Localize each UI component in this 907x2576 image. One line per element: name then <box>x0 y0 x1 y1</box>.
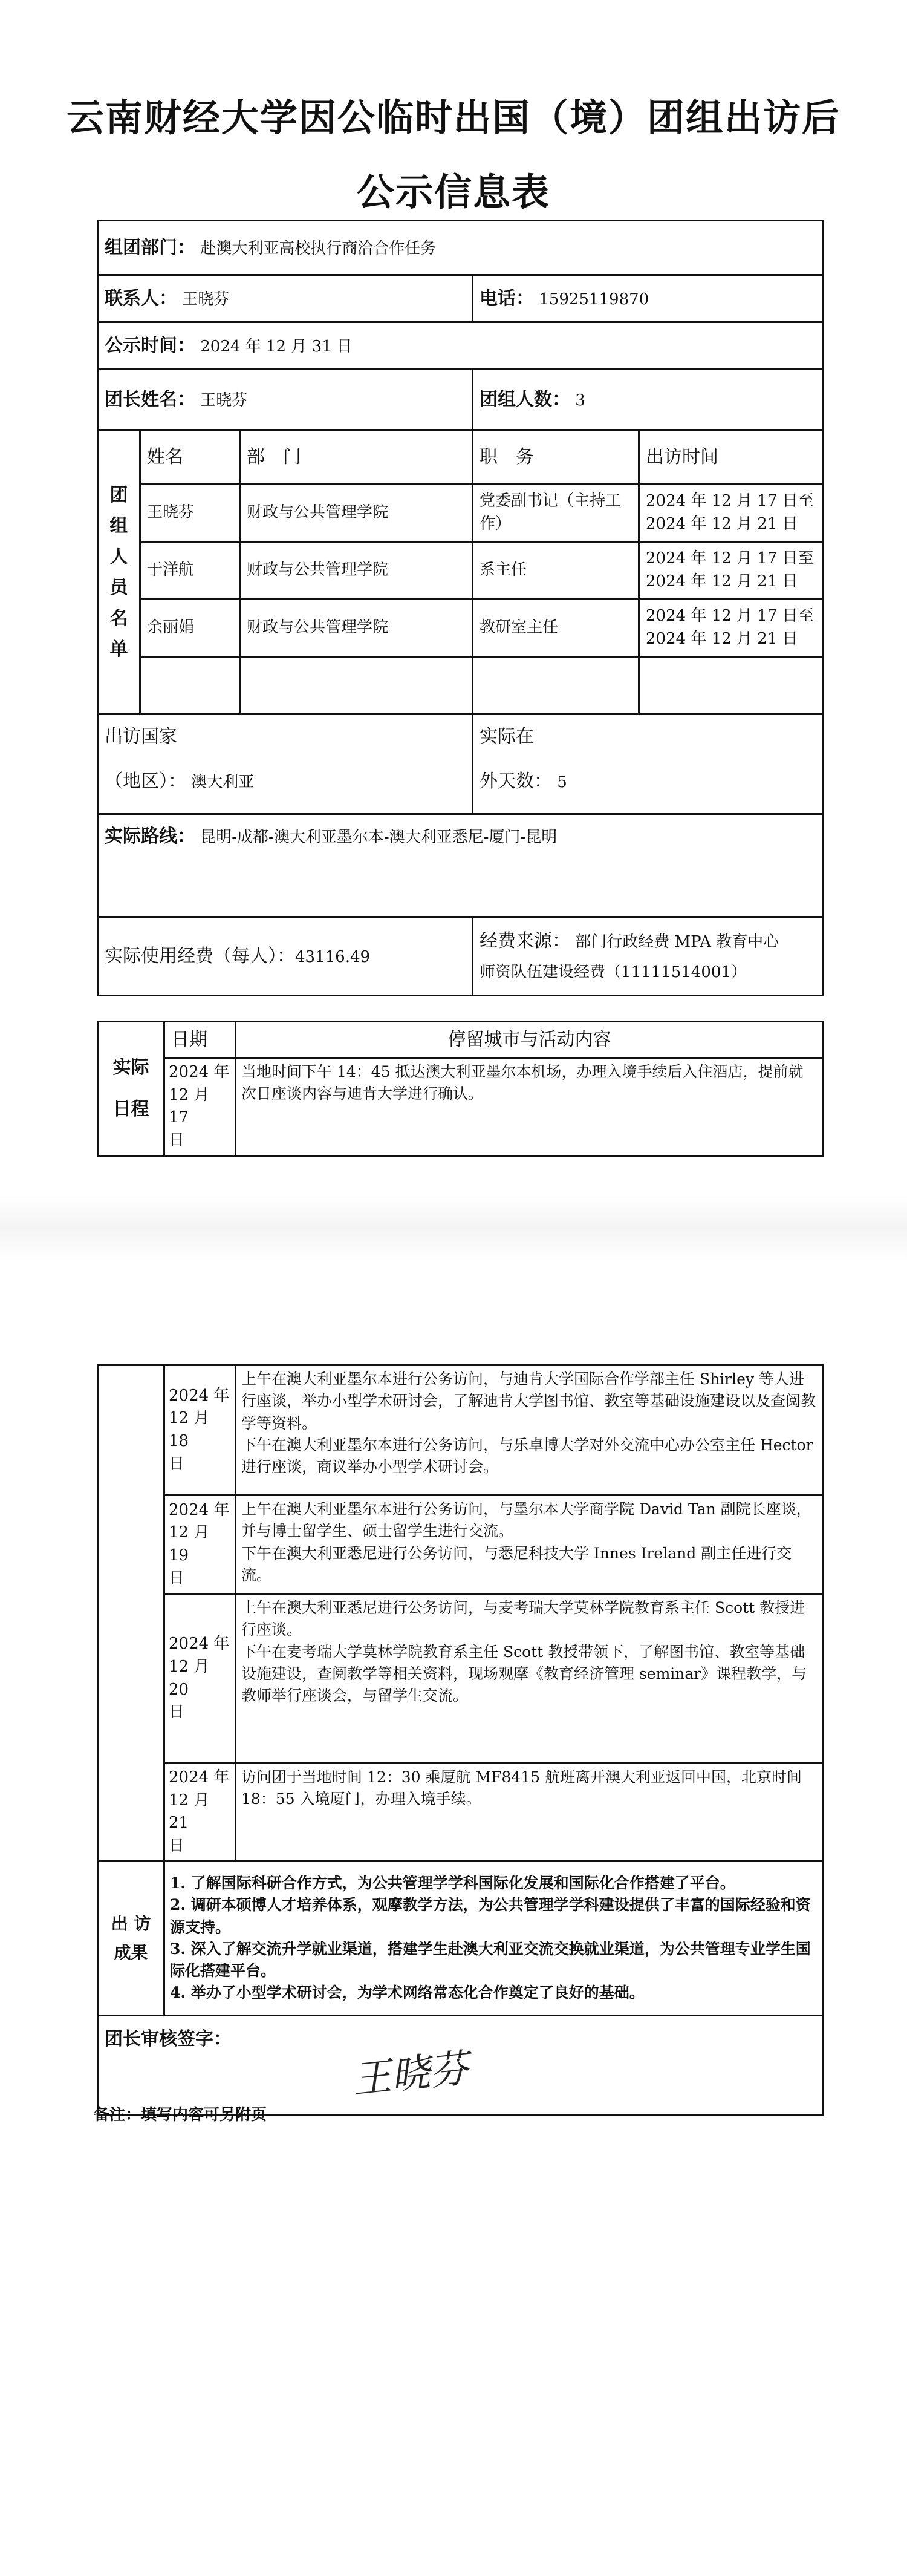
publish-row <box>98 322 824 370</box>
fund-label: 经费来源： <box>480 930 570 952</box>
route-row <box>98 814 824 917</box>
signature-label: 团长审核签字： <box>105 2028 232 2050</box>
leader-value: 王晓芬 <box>200 391 248 410</box>
dept-value: 赴澳大利亚高校执行商洽合作任务 <box>200 239 437 258</box>
page-gap <box>0 1195 907 1261</box>
footnote: 备注：填写内容可另附页 <box>94 2106 267 2124</box>
itinerary-date: 2024 年 12 月 17 日 <box>164 1058 236 1156</box>
signature-row <box>98 2015 824 2115</box>
route-label: 实际路线： <box>105 826 195 847</box>
info-table-page1 <box>97 220 824 996</box>
contact-row <box>98 275 824 322</box>
cost-value: 43116.49 <box>295 947 371 966</box>
country-label: 出访国家 <box>105 726 177 747</box>
member-post: 系主任 <box>473 542 639 600</box>
results-item: 1. 了解国际科研合作方式，为公共管理学学科国际化发展和国际化合作搭建了平台。 <box>170 1874 735 1892</box>
results-item: 4. 举办了小型学术研讨会，为学术网络常态化合作奠定了良好的基础。 <box>170 1984 645 2002</box>
itinerary-activity: 上午在澳大利亚墨尔本进行公务访问，与迪肯大学国际合作学部主任 Shirley 等人进行座谈，举办小型学术研讨会，了解迪肯大学图书馆、教室等基础设施建设以及查阅教学等资料。 下午在澳大利亚墨尔本进行公务访问，与乐卓博大学对外交流中心办公室主任 Hector 进行座谈，商议举办小型学术研讨会。 <box>236 1365 824 1496</box>
col-name-header: 姓名 <box>140 430 240 485</box>
itinerary-activity: 当地时间下午 14：45 抵达澳大利亚墨尔本机场，办理入境手续后入住酒店，提前就次日座谈内容与迪肯大学进行确认。 <box>236 1058 824 1156</box>
page-title-line1: 云南财经大学因公临时出国（境）团组出访后 <box>66 96 840 140</box>
results-side-label: 出 访 成果 <box>98 1861 164 2015</box>
visit-row <box>98 714 824 814</box>
members-header-row <box>98 430 824 485</box>
count-value: 3 <box>575 391 585 410</box>
itinerary-header-row <box>98 1022 824 1058</box>
member-row <box>98 600 824 657</box>
publish-label: 公示时间： <box>105 335 195 356</box>
dept-label: 组团部门： <box>105 237 195 258</box>
itinerary-activity: 上午在澳大利亚悉尼进行公务访问，与麦考瑞大学莫林学院教育系主任 Scott 教授进行座谈。 下午在麦考瑞大学莫林学院教育系主任 Scott 教授带领下，了解图书馆、教室等基础设施建设，查阅教学等相关资料，现场观摩《教育经济管理 seminar》课程教学，与教师举行座谈会，与留学生交流。 <box>236 1594 824 1764</box>
col-time-header: 出访时间 <box>639 430 824 485</box>
col-dept-header: 部 门 <box>240 430 473 485</box>
col-date-header: 日期 <box>164 1022 236 1058</box>
itinerary-row <box>98 1365 824 1496</box>
region-label: （地区）： <box>105 770 186 792</box>
member-row <box>98 485 824 542</box>
itinerary-date: 2024 年 12 月 20 日 <box>164 1594 236 1764</box>
col-activity-header: 停留城市与活动内容 <box>236 1022 824 1058</box>
itinerary-row <box>98 1058 824 1156</box>
itinerary-table-page1 <box>97 1021 824 1157</box>
region-value: 澳大利亚 <box>191 773 255 791</box>
itinerary-row <box>98 1594 824 1764</box>
page-title-line2: 公示信息表 <box>356 170 550 214</box>
member-row-empty <box>98 657 824 714</box>
itinerary-row <box>98 1496 824 1594</box>
col-post-header: 职 务 <box>473 430 639 485</box>
member-name: 王晓芬 <box>140 485 240 542</box>
count-label: 团组人数： <box>480 388 570 410</box>
member-post: 教研室主任 <box>473 600 639 657</box>
signature-name: 王晓芬 <box>350 2045 471 2103</box>
itinerary-date: 2024 年 12 月 19 日 <box>164 1496 236 1594</box>
member-time: 2024 年 12 月 17 日至 2024 年 12 月 21 日 <box>639 485 824 542</box>
contact-label: 联系人： <box>105 287 177 309</box>
leader-row <box>98 370 824 430</box>
itinerary-activity: 访问团于当地时间 12：30 乘厦航 MF8415 航班离开澳大利亚返回中国，北京时间 18：55 入境厦门，办理入境手续。 <box>236 1764 824 1862</box>
itinerary-side-label: 实际 日程 <box>98 1022 164 1156</box>
members-side-label: 团 组 人 员 名 单 <box>98 430 140 714</box>
leader-label: 团长姓名： <box>105 388 195 410</box>
results-item: 3. 深入了解交流升学就业渠道，搭建学生赴澳大利亚交流交换就业渠道，为公共管理专业学生国际化搭建平台。 <box>170 1940 811 1979</box>
member-dept: 财政与公共管理学院 <box>240 542 473 600</box>
results-row <box>98 1861 824 2015</box>
actual-days-label-1: 实际在 <box>480 726 534 747</box>
itinerary-table-page2 <box>97 1364 824 2116</box>
cost-row <box>98 917 824 996</box>
results-item: 2. 调研本硕博人才培养体系，观摩教学方法，为公共管理学学科建设提供了丰富的国际经验和资源支持。 <box>170 1896 811 1936</box>
fund-value-1: 部门行政经费 MPA 教育中心 <box>575 932 779 951</box>
fund-value-2: 师资队伍建设经费（11111514001） <box>480 963 747 982</box>
phone-label: 电话： <box>480 287 534 309</box>
itinerary-date: 2024 年 12 月 21 日 <box>164 1764 236 1862</box>
member-time: 2024 年 12 月 17 日至 2024 年 12 月 21 日 <box>639 542 824 600</box>
itinerary-row <box>98 1764 824 1862</box>
publish-value: 2024 年 12 月 31 日 <box>200 337 353 356</box>
member-dept: 财政与公共管理学院 <box>240 600 473 657</box>
member-dept: 财政与公共管理学院 <box>240 485 473 542</box>
member-time: 2024 年 12 月 17 日至 2024 年 12 月 21 日 <box>639 600 824 657</box>
itinerary-date: 2024 年 12 月 18 日 <box>164 1365 236 1496</box>
dept-row <box>98 221 824 275</box>
itinerary-activity: 上午在澳大利亚墨尔本进行公务访问，与墨尔本大学商学院 David Tan 副院长座谈，并与博士留学生、硕士留学生进行交流。 下午在澳大利亚悉尼进行公务访问，与悉尼科技大学 Innes Ireland 副主任进行交流。 <box>236 1496 824 1594</box>
member-name: 余丽娟 <box>140 600 240 657</box>
member-post: 党委副书记（主持工作） <box>473 485 639 542</box>
member-name: 于洋航 <box>140 542 240 600</box>
contact-value: 王晓芬 <box>182 290 230 309</box>
route-value: 昆明-成都-澳大利亚墨尔本-澳大利亚悉尼-厦门-昆明 <box>200 828 558 846</box>
cost-label: 实际使用经费（每人）： <box>105 945 295 967</box>
actual-days-value: 5 <box>557 773 567 791</box>
actual-days-label-2: 外天数： <box>480 770 552 792</box>
results-list <box>164 1861 824 2015</box>
phone-value: 15925119870 <box>539 290 649 309</box>
member-row <box>98 542 824 600</box>
